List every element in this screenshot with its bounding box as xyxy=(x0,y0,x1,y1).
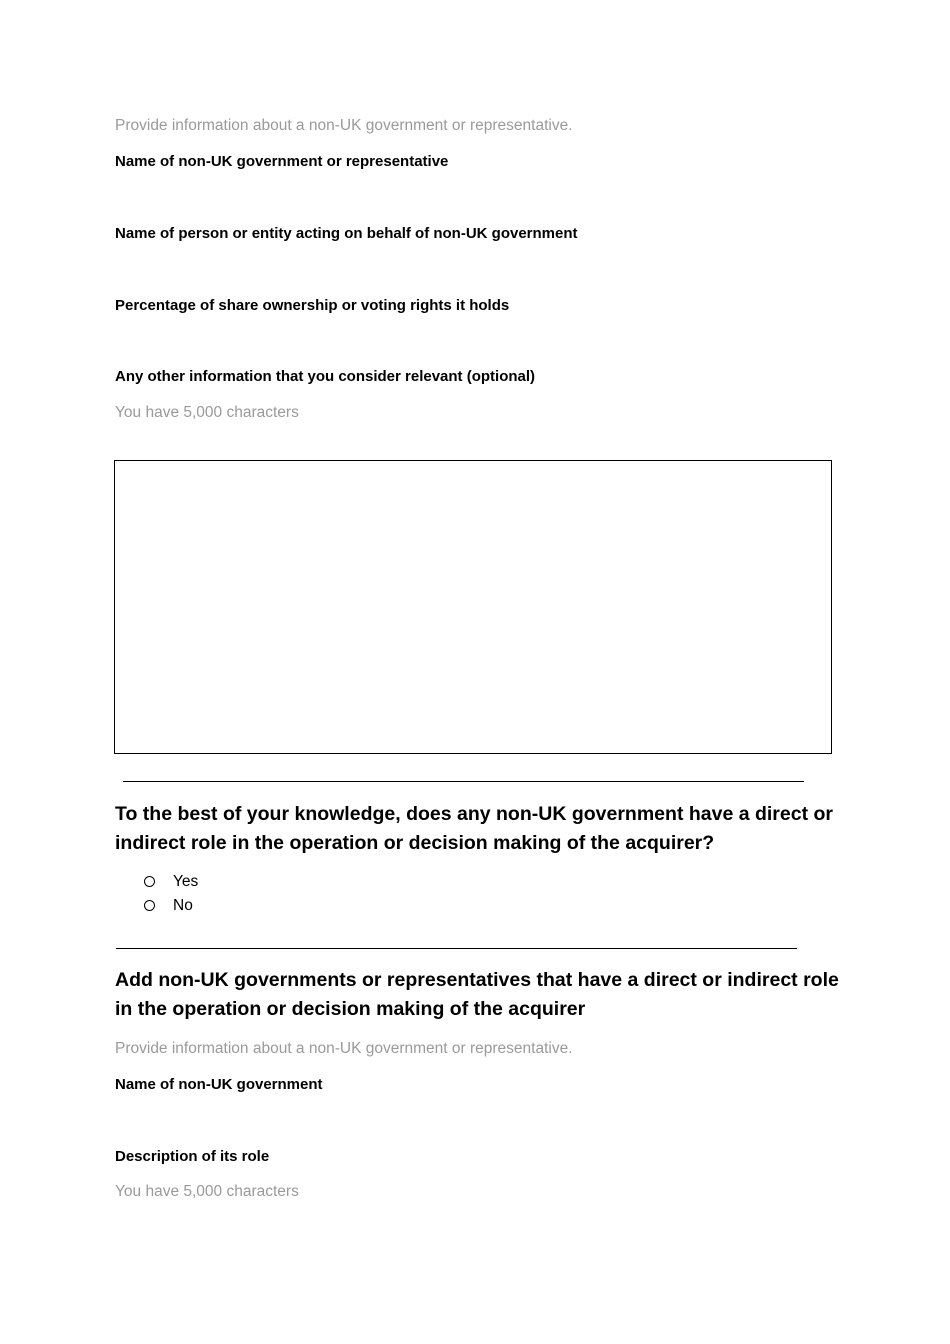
radio-circle-icon[interactable] xyxy=(144,900,155,911)
field-label-role-description: Description of its role xyxy=(115,1148,270,1165)
section-intro-text: Provide information about a non-UK government or representative. xyxy=(115,117,573,134)
field-label-government-name: Name of non-UK government xyxy=(115,1076,323,1093)
field-label-acting-person: Name of person or entity acting on behalf of non-UK government xyxy=(115,225,578,242)
option-yes-label: Yes xyxy=(173,873,199,890)
character-limit-hint: You have 5,000 characters xyxy=(115,404,299,421)
field-label-share-percentage: Percentage of share ownership or voting rights it holds xyxy=(115,297,510,314)
add-governments-heading: Add non-UK governments or representatives that have a direct or indirect role in the operation or decision making of the acquirer xyxy=(115,969,839,1020)
section-divider xyxy=(116,948,797,949)
radio-circle-icon[interactable] xyxy=(144,876,155,887)
field-label-other-info: Any other information that you consider relevant (optional) xyxy=(115,368,536,385)
character-limit-hint: You have 5,000 characters xyxy=(115,1183,299,1200)
role-question-heading: To the best of your knowledge, does any non-UK government have a direct or indirect role in the operation or decision making of the acquirer? xyxy=(115,803,833,854)
section-intro-text: Provide information about a non-UK government or representative. xyxy=(115,1040,573,1057)
option-no-label: No xyxy=(173,897,193,914)
option-yes[interactable] xyxy=(144,872,198,892)
section-divider xyxy=(123,781,804,782)
option-no[interactable] xyxy=(144,896,193,916)
other-info-textarea[interactable] xyxy=(114,460,832,754)
field-label-government-name: Name of non-UK government or representative xyxy=(115,153,449,170)
